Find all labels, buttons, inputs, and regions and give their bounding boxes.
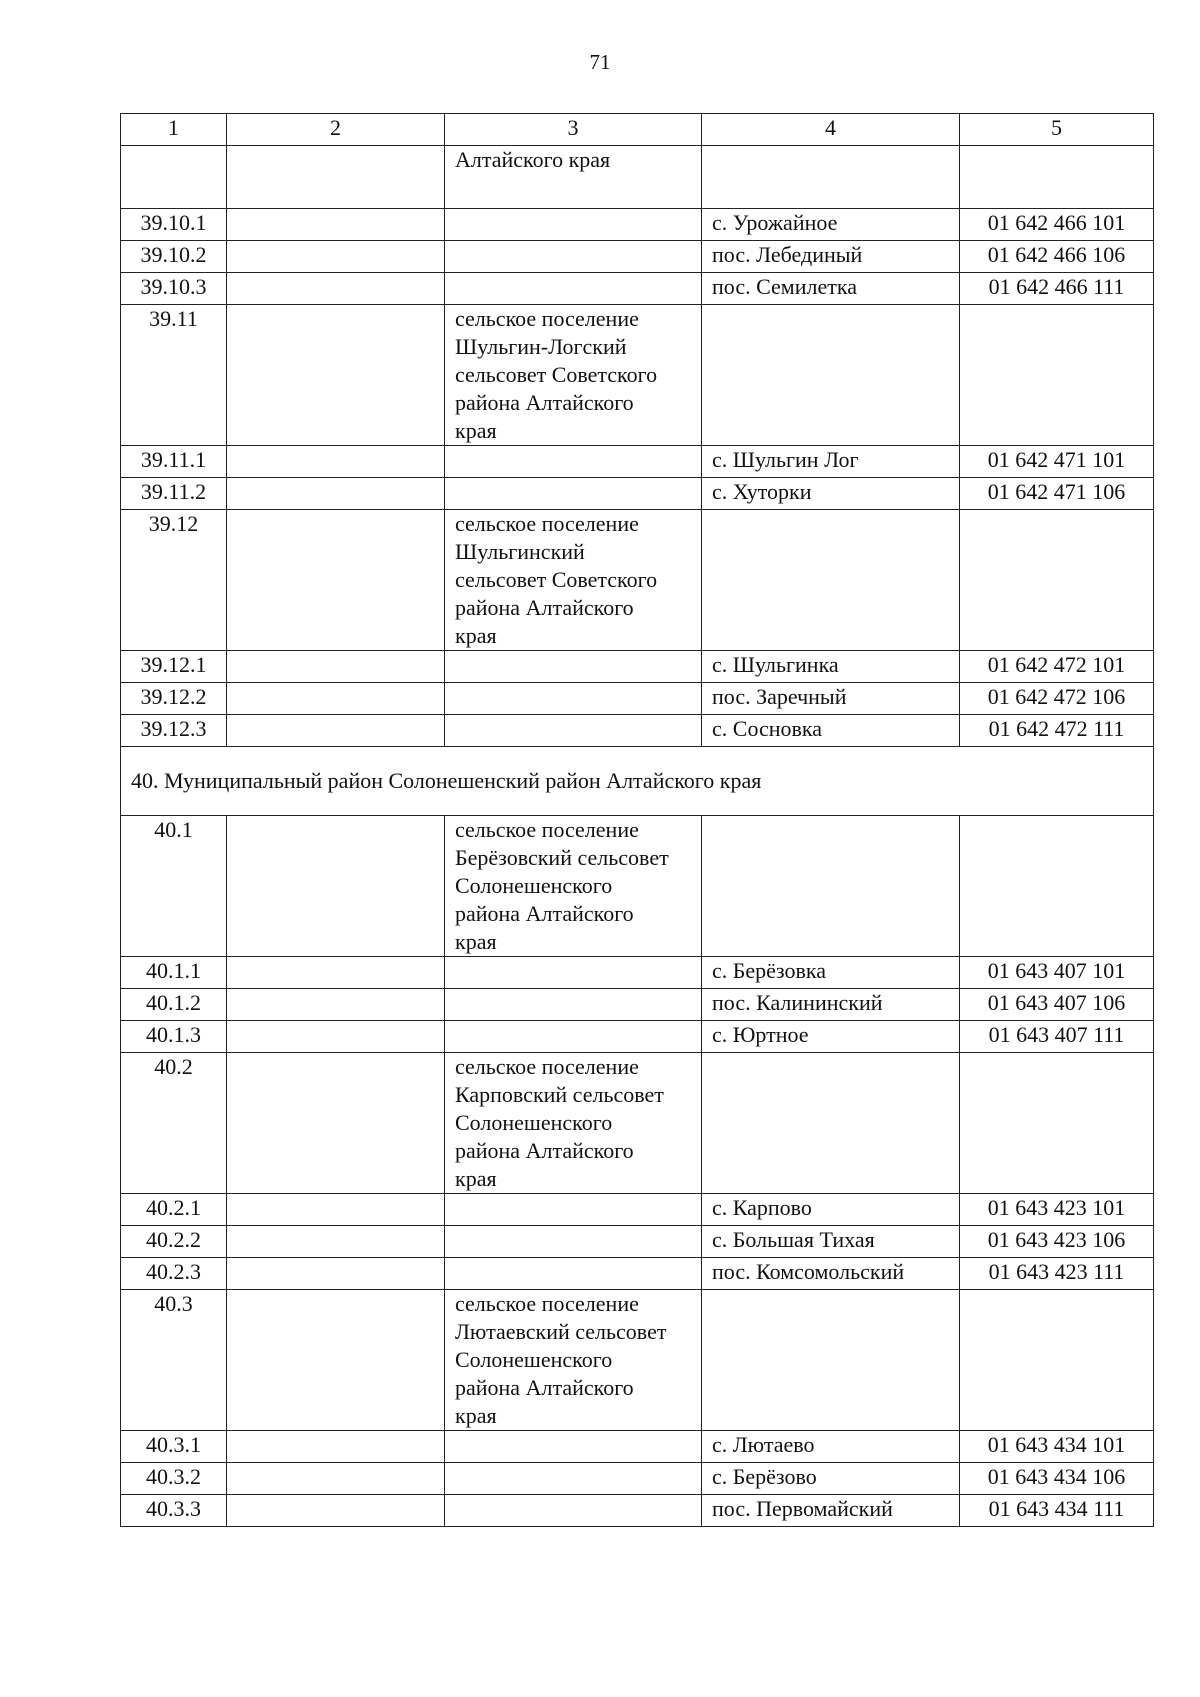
locality-row [121, 273, 1154, 305]
settlement-name-line: сельское поселение [455, 1291, 639, 1316]
column-header-2: 2 [227, 114, 445, 146]
cell-oktmo-code: 01 643 407 101 [960, 957, 1154, 989]
settlement-name-line: Солонешенского [455, 1110, 613, 1135]
cell-settlement [445, 1431, 702, 1463]
settlement-name-line: района Алтайского [455, 1138, 634, 1163]
column-header-3: 3 [445, 114, 702, 146]
cell-settlement-name [445, 1290, 702, 1431]
cell-oktmo-code: 01 642 471 101 [960, 446, 1154, 478]
cell-col2 [227, 1226, 445, 1258]
cell-oktmo-code: 01 643 434 101 [960, 1431, 1154, 1463]
settlement-name-line: сельское поселение [455, 306, 639, 331]
cell-num: 39.12.3 [121, 715, 227, 747]
settlement-name-line: Шульгинский [455, 539, 585, 564]
settlement-name-line: края [455, 1166, 497, 1191]
settlement-row [121, 305, 1154, 446]
cell-settlement [445, 209, 702, 241]
settlement-name-line: края [455, 418, 497, 443]
cell-oktmo-code [960, 1290, 1154, 1431]
cell-locality: с. Сосновка [702, 715, 960, 747]
settlement-name-line: района Алтайского [455, 901, 634, 926]
cell-col2 [227, 1431, 445, 1463]
settlement-name-line: Карповский сельсовет [455, 1082, 664, 1107]
locality-row [121, 957, 1154, 989]
cell-col2 [227, 241, 445, 273]
cell-settlement [445, 273, 702, 305]
cell-oktmo-code [960, 146, 1154, 209]
locality-row [121, 1463, 1154, 1495]
settlement-name-line: района Алтайского [455, 595, 634, 620]
cell-locality: с. Урожайное [702, 209, 960, 241]
cell-oktmo-code: 01 642 466 106 [960, 241, 1154, 273]
cell-settlement [445, 683, 702, 715]
column-header-5: 5 [960, 114, 1154, 146]
cell-num: 40.3 [121, 1290, 227, 1431]
cell-locality: с. Берёзово [702, 1463, 960, 1495]
cell-oktmo-code: 01 643 423 101 [960, 1194, 1154, 1226]
settlement-name-line: Шульгин-Логский [455, 334, 627, 359]
cell-col2 [227, 146, 445, 209]
cell-oktmo-code [960, 1053, 1154, 1194]
cell-oktmo-code: 01 642 466 111 [960, 273, 1154, 305]
cell-num [121, 146, 227, 209]
cell-locality: с. Лютаево [702, 1431, 960, 1463]
cell-num: 40.1.3 [121, 1021, 227, 1053]
cell-settlement-continuation: Алтайского края [445, 146, 702, 209]
locality-row [121, 1431, 1154, 1463]
settlement-name-line: сельское поселение [455, 1054, 639, 1079]
cell-col2 [227, 209, 445, 241]
cell-locality [702, 146, 960, 209]
cell-col2 [227, 1463, 445, 1495]
cell-settlement-name [445, 1053, 702, 1194]
settlement-row [121, 1290, 1154, 1431]
cell-oktmo-code: 01 643 423 111 [960, 1258, 1154, 1290]
cell-num: 40.2.3 [121, 1258, 227, 1290]
cell-locality: пос. Заречный [702, 683, 960, 715]
cell-settlement [445, 478, 702, 510]
cell-settlement [445, 1021, 702, 1053]
cell-locality: пос. Семилетка [702, 273, 960, 305]
settlement-name-line: края [455, 1403, 497, 1428]
cell-oktmo-code: 01 642 472 101 [960, 651, 1154, 683]
cell-num: 39.10.1 [121, 209, 227, 241]
locality-row [121, 683, 1154, 715]
cell-settlement [445, 1495, 702, 1527]
cell-col2 [227, 305, 445, 446]
locality-row [121, 1495, 1154, 1527]
cell-num: 39.11 [121, 305, 227, 446]
locality-row [121, 446, 1154, 478]
cell-col2 [227, 1290, 445, 1431]
settlement-name-line: Солонешенского [455, 873, 613, 898]
cell-settlement-name [445, 305, 702, 446]
cell-oktmo-code [960, 816, 1154, 957]
settlement-name-line: сельское поселение [455, 511, 639, 536]
settlement-row [121, 510, 1154, 651]
cell-locality: с. Шульгин Лог [702, 446, 960, 478]
cell-num: 40.2.1 [121, 1194, 227, 1226]
cell-locality: с. Карпово [702, 1194, 960, 1226]
cell-num: 39.11.1 [121, 446, 227, 478]
cell-oktmo-code [960, 305, 1154, 446]
cell-locality: пос. Лебединый [702, 241, 960, 273]
settlement-name-line: края [455, 929, 497, 954]
settlement-name-line: сельсовет Советского [455, 567, 658, 592]
cell-oktmo-code: 01 642 466 101 [960, 209, 1154, 241]
cell-num: 40.3.2 [121, 1463, 227, 1495]
cell-locality [702, 816, 960, 957]
cell-locality: пос. Калининский [702, 989, 960, 1021]
cell-oktmo-code: 01 643 434 106 [960, 1463, 1154, 1495]
continuation-row [121, 146, 1154, 209]
cell-col2 [227, 510, 445, 651]
cell-col2 [227, 478, 445, 510]
district-section-title: 40. Муниципальный район Солонешенский район Алтайского края [121, 747, 1154, 816]
settlement-name-line: края [455, 623, 497, 648]
locality-row [121, 478, 1154, 510]
cell-locality: пос. Первомайский [702, 1495, 960, 1527]
locality-row [121, 715, 1154, 747]
cell-col2 [227, 1194, 445, 1226]
cell-oktmo-code [960, 510, 1154, 651]
settlement-name-line: сельское поселение [455, 817, 639, 842]
cell-settlement [445, 1258, 702, 1290]
cell-col2 [227, 651, 445, 683]
settlement-name-line: сельсовет Советского [455, 362, 658, 387]
cell-settlement [445, 446, 702, 478]
cell-locality: с. Юртное [702, 1021, 960, 1053]
cell-num: 39.10.3 [121, 273, 227, 305]
cell-num: 40.3.1 [121, 1431, 227, 1463]
cell-col2 [227, 683, 445, 715]
table-body [121, 114, 1154, 1527]
settlement-name-line: Лютаевский сельсовет [455, 1319, 667, 1344]
cell-oktmo-code: 01 643 407 111 [960, 1021, 1154, 1053]
cell-col2 [227, 957, 445, 989]
cell-col2 [227, 1495, 445, 1527]
locality-row [121, 651, 1154, 683]
cell-num: 39.12.1 [121, 651, 227, 683]
cell-settlement-name [445, 816, 702, 957]
cell-locality: с. Хуторки [702, 478, 960, 510]
cell-locality [702, 1053, 960, 1194]
cell-num: 40.2.2 [121, 1226, 227, 1258]
cell-locality: с. Большая Тихая [702, 1226, 960, 1258]
cell-num: 40.1 [121, 816, 227, 957]
cell-locality [702, 510, 960, 651]
cell-settlement [445, 241, 702, 273]
locality-row [121, 1258, 1154, 1290]
cell-locality [702, 1290, 960, 1431]
cell-oktmo-code: 01 643 423 106 [960, 1226, 1154, 1258]
cell-col2 [227, 1021, 445, 1053]
cell-num: 39.12 [121, 510, 227, 651]
cell-oktmo-code: 01 642 472 111 [960, 715, 1154, 747]
cell-oktmo-code: 01 643 434 111 [960, 1495, 1154, 1527]
cell-col2 [227, 446, 445, 478]
cell-col2 [227, 273, 445, 305]
cell-col2 [227, 1053, 445, 1194]
cell-num: 40.2 [121, 1053, 227, 1194]
settlement-row [121, 1053, 1154, 1194]
column-header-1: 1 [121, 114, 227, 146]
column-number-header-row [121, 114, 1154, 146]
cell-col2 [227, 715, 445, 747]
locality-row [121, 241, 1154, 273]
cell-locality: с. Шульгинка [702, 651, 960, 683]
cell-settlement [445, 1463, 702, 1495]
cell-settlement [445, 957, 702, 989]
cell-num: 39.11.2 [121, 478, 227, 510]
locality-row [121, 1194, 1154, 1226]
column-header-4: 4 [702, 114, 960, 146]
cell-oktmo-code: 01 643 407 106 [960, 989, 1154, 1021]
cell-col2 [227, 816, 445, 957]
settlement-name-line: Солонешенского [455, 1347, 613, 1372]
cell-settlement [445, 989, 702, 1021]
cell-num: 39.12.2 [121, 683, 227, 715]
cell-locality: с. Берёзовка [702, 957, 960, 989]
settlement-name-line: Берёзовский сельсовет [455, 845, 669, 870]
cell-oktmo-code: 01 642 471 106 [960, 478, 1154, 510]
cell-col2 [227, 989, 445, 1021]
cell-num: 39.10.2 [121, 241, 227, 273]
cell-settlement [445, 651, 702, 683]
cell-num: 40.1.1 [121, 957, 227, 989]
locality-row [121, 1226, 1154, 1258]
cell-locality: пос. Комсомольский [702, 1258, 960, 1290]
municipal-registry-table [120, 113, 1154, 1527]
cell-oktmo-code: 01 642 472 106 [960, 683, 1154, 715]
settlement-row [121, 816, 1154, 957]
district-section-row [121, 747, 1154, 816]
page-number: 71 [589, 50, 611, 74]
cell-settlement-name [445, 510, 702, 651]
cell-settlement [445, 715, 702, 747]
cell-num: 40.1.2 [121, 989, 227, 1021]
cell-settlement [445, 1226, 702, 1258]
cell-settlement [445, 1194, 702, 1226]
cell-num: 40.3.3 [121, 1495, 227, 1527]
locality-row [121, 209, 1154, 241]
settlement-name-line: района Алтайского [455, 1375, 634, 1400]
settlement-name-line: района Алтайского [455, 390, 634, 415]
cell-locality [702, 305, 960, 446]
locality-row [121, 1021, 1154, 1053]
cell-col2 [227, 1258, 445, 1290]
locality-row [121, 989, 1154, 1021]
